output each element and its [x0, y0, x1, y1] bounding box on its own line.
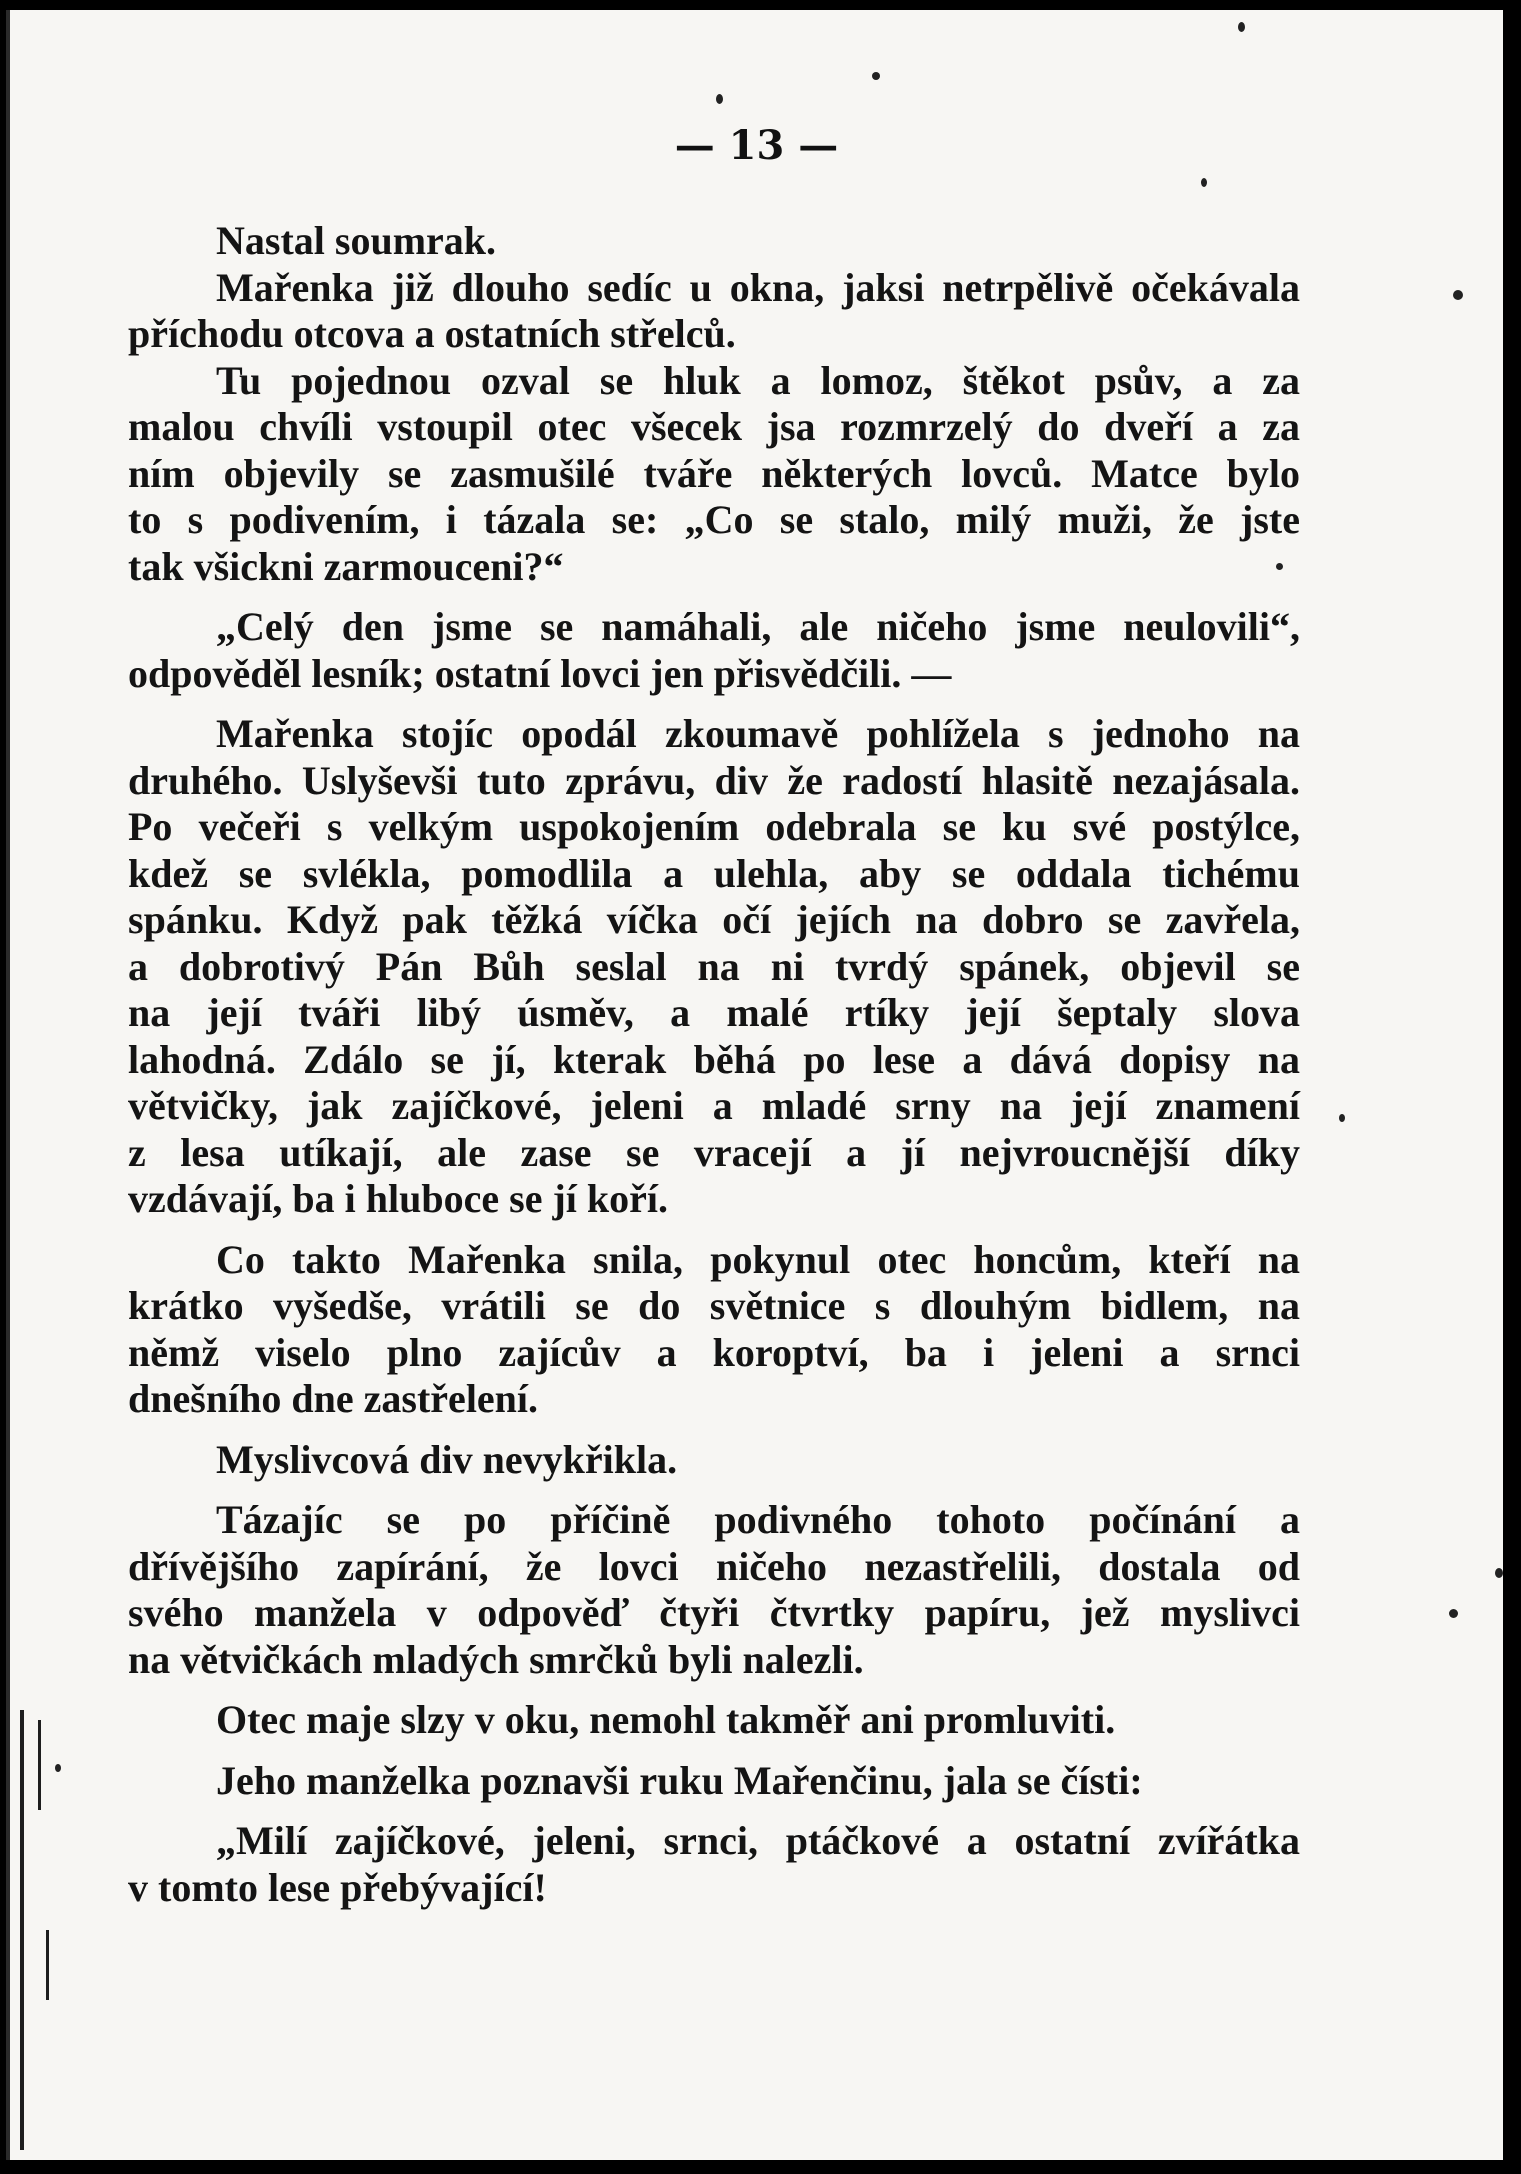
- text-line: odpověděl lesník; ostatní lovci jen přisvědčili. —: [128, 650, 952, 696]
- scan-speck: [1201, 178, 1207, 187]
- scan-speck: [1449, 1609, 1458, 1618]
- text-line: a dobrotivý Pán Bůh seslal na ni tvrdý spánek, objevil se: [128, 943, 1300, 989]
- text-line: v tomto lese přebývající!: [128, 1864, 547, 1910]
- page-number: — 13 —: [674, 122, 839, 169]
- scan-speck: [1276, 563, 1283, 570]
- scan-margin-rule: [20, 1710, 24, 2150]
- text-line: Tázajíc se po příčině podivného tohoto počínání a: [216, 1497, 1300, 1542]
- paragraph: [128, 1818, 1300, 1911]
- paragraph: [128, 604, 1300, 697]
- text-line: Po večeři s velkým uspokojením odebrala se ku své postýlce,: [128, 804, 1300, 849]
- scan-speck: [872, 72, 880, 80]
- text-line: na její tváři libý úsměv, a malé rtíky její šeptaly slova: [128, 990, 1300, 1035]
- paragraph: [128, 358, 1300, 591]
- text-line: příchodu otcova a ostatních střelců.: [128, 311, 736, 356]
- text-line: na větvičkách mladých smrčků byli nalezli.: [128, 1636, 864, 1682]
- scan-margin-rule: [38, 1720, 41, 1810]
- text-line: dnešního dne zastřelení.: [128, 1376, 539, 1421]
- scan-speck: [1495, 1568, 1503, 1578]
- paragraph: [128, 1437, 1300, 1484]
- text-line: to s podivením, i tázala se: „Co se stalo, milý muži, že jste: [128, 497, 1300, 542]
- text-line: němž viselo plno zajícův a koroptví, ba i jeleni a srnci: [128, 1329, 1300, 1375]
- text-line: Co takto Mařenka snila, pokynul otec honcům, kteří na: [216, 1236, 1300, 1282]
- scan-speck: [1453, 290, 1463, 300]
- text-line: krátko vyšedše, vrátili se do světnice s dlouhým bidlem, na: [128, 1283, 1300, 1328]
- scan-speck: [716, 94, 723, 104]
- paragraph: [128, 1497, 1300, 1683]
- text-line: vzdávají, ba i hluboce se jí koří.: [128, 1176, 669, 1221]
- text-line: „Milí zajíčkové, jeleni, srnci, ptáčkové a ostatní zvířátka: [216, 1818, 1300, 1863]
- scan-margin-rule: [46, 1930, 49, 2000]
- text-line: Jeho manželka poznavši ruku Mařenčinu, jala se čísti:: [216, 1757, 1143, 1803]
- text-line: Nastal soumrak.: [216, 218, 497, 263]
- text-line: ním objevily se zasmušilé tváře některých lovců. Matce bylo: [128, 450, 1300, 496]
- paragraph: [128, 1697, 1300, 1744]
- scan-speck: [1339, 1114, 1345, 1122]
- text-line: „Celý den jsme se namáhali, ale ničeho jsme neulovili“,: [216, 604, 1300, 649]
- text-line: Tu pojednou ozval se hluk a lomoz, štěkot psův, a za: [216, 357, 1300, 403]
- text-line: kdež se svlékla, pomodlila a ulehla, aby se oddala tichému: [128, 850, 1300, 896]
- book-page: [6, 10, 1503, 2160]
- paragraph: [128, 711, 1300, 1223]
- paragraph: [128, 1237, 1300, 1423]
- text-line: tak všickni zarmouceni?“: [128, 543, 564, 589]
- text-line: z lesa utíkají, ale zase se vracejí a jí nejvroucnější díky: [128, 1129, 1300, 1175]
- paragraph: [128, 1758, 1300, 1805]
- text-line: spánku. Když pak těžká víčka očí jejích na dobro se zavřela,: [128, 897, 1300, 942]
- paragraph: [128, 218, 1300, 265]
- scan-speck: [1238, 22, 1245, 32]
- paragraph: [128, 265, 1300, 358]
- text-line: větvičky, jak zajíčkové, jeleni a mladé srny na její znamení: [128, 1083, 1300, 1128]
- text-line: lahodná. Zdálo se jí, kterak běhá po lese a dává dopisy na: [128, 1036, 1300, 1082]
- text-line: druhého. Uslyševši tuto zprávu, div že radostí hlasitě nezajásala.: [128, 757, 1300, 803]
- scan-speck: [55, 1764, 61, 1772]
- text-body: [128, 218, 1300, 1911]
- text-line: malou chvíli vstoupil otec všecek jsa rozmrzelý do dveří a za: [128, 404, 1300, 449]
- text-line: Mařenka stojíc opodál zkoumavě pohlížela s jednoho na: [216, 711, 1300, 756]
- text-line: Myslivcová div nevykřikla.: [216, 1436, 678, 1482]
- text-line: Otec maje slzy v oku, nemohl takměř ani promluviti.: [216, 1697, 1116, 1742]
- text-line: Mařenka již dlouho sedíc u okna, jaksi netrpělivě očekávala: [216, 264, 1300, 310]
- text-line: dřívějšího zapírání, že lovci ničeho nezastřelili, dostala od: [128, 1543, 1300, 1589]
- text-line: svého manžela v odpověď čtyři čtvrtky papíru, jež myslivci: [128, 1590, 1300, 1635]
